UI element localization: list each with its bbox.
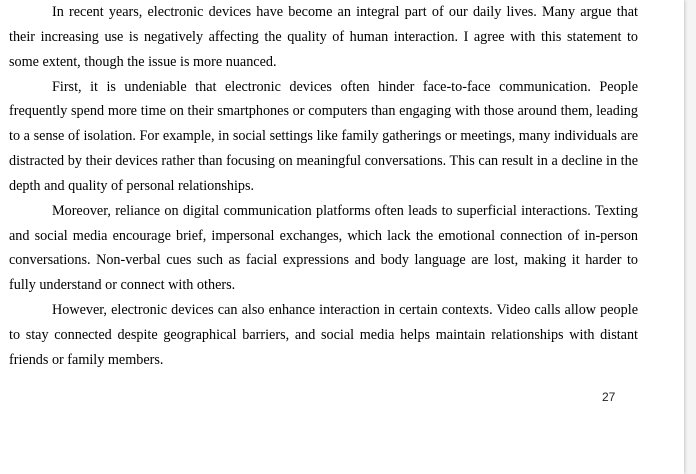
paragraph-intro: In recent years, electronic devices have become an integral part of our daily lives. Many argue that their increasing use is negatively affecting the quality of human interaction. I agree with this statement to some extent, though the issue is more nuanced.	[9, 4, 638, 70]
paragraph-first-point: First, it is undeniable that electronic devices often hinder face-to-face communication. People frequently spend more time on their smartphones or computers than engaging with those around them, leading to a sense of isolation. For example, in social settings like family gatherings or meetings, many individuals are distracted by their devices rather than focusing on meaningful conversations. This can result in a decline in the depth and quality of personal relationships.	[9, 78, 638, 194]
paragraph-counterpoint: However, electronic devices can also enhance interaction in certain contexts. Video calls allow people to stay connected despite geographical barriers, and social media helps maintain relationships with distant friends or family members.	[9, 302, 638, 368]
document-body	[9, 0, 638, 373]
paragraph-second-point: Moreover, reliance on digital communication platforms often leads to superficial interactions. Texting and social media encourage brief, impersonal exchanges, which lack the emotional connection of in-person conversations. Non-verbal cues such as facial expressions and body language are lost, making it harder to fully understand or connect with others.	[9, 202, 638, 294]
page-number: 27	[602, 390, 616, 404]
